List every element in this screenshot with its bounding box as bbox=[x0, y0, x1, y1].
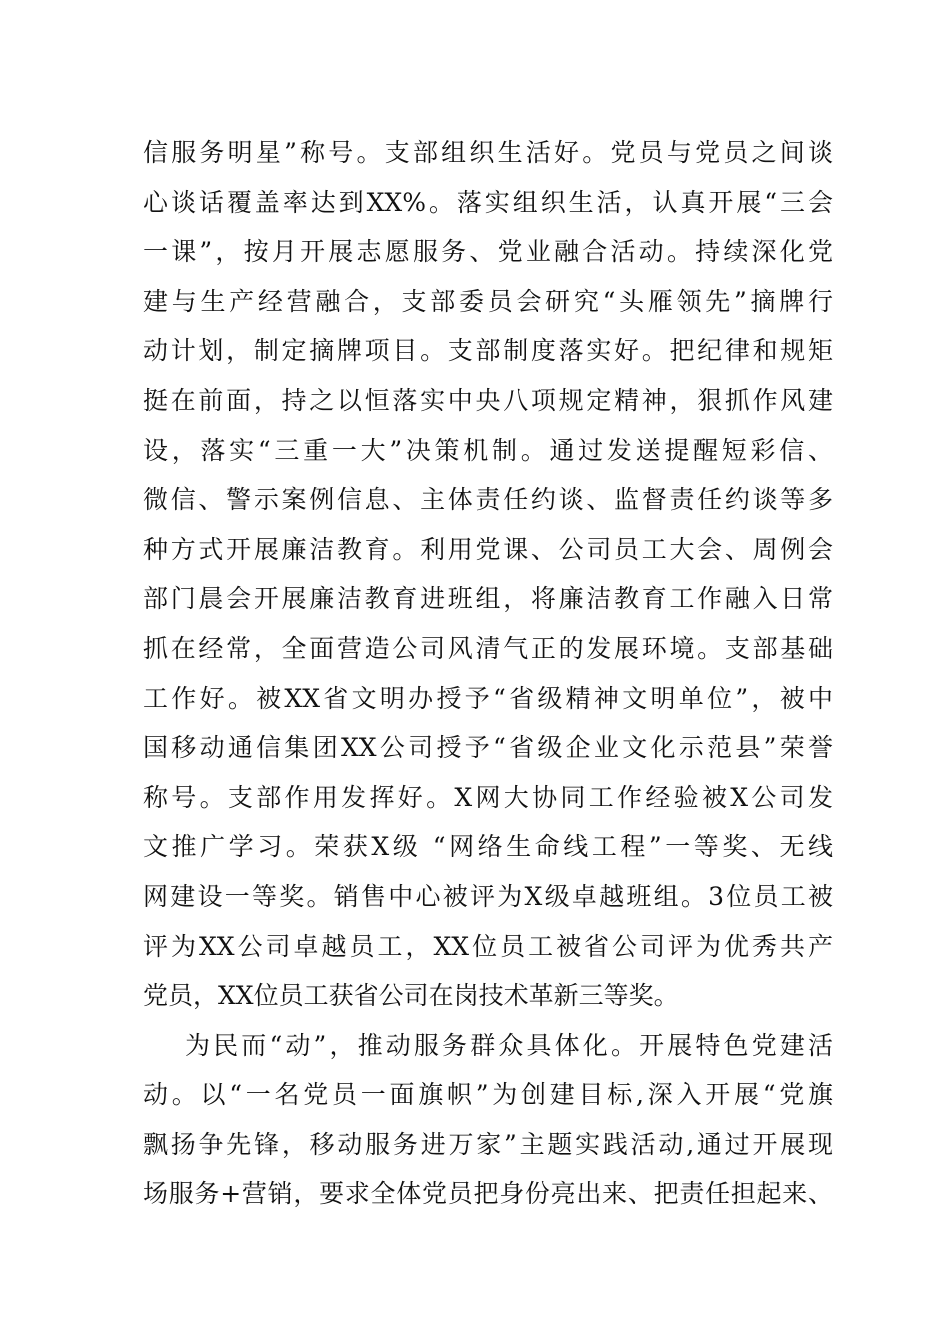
paragraph-1-line: 一课”，按月开展志愿服务、党业融合活动。持续深化党 bbox=[143, 237, 833, 267]
paragraph-1-line: 信服务明星”称号。支部组织生活好。党员与党员之间谈 bbox=[143, 138, 833, 167]
paragraph-1-line: 动计划，制定摘牌项目。支部制度落实好。把纪律和规矩 bbox=[143, 336, 833, 366]
paragraph-1-line: 建与生产经营融合，支部委员会研究“头雁领先”摘牌行 bbox=[143, 286, 833, 316]
paragraph-1-line: 种方式开展廉洁教育。利用党课、公司员工大会、周例会 bbox=[143, 534, 833, 564]
paragraph-1-line: 网建设一等奖。销售中心被评为X级卓越班组。3位员工被 bbox=[143, 881, 833, 911]
paragraph-2-line: 动。以“一名党员一面旗帜”为创建目标,深入开展“党旗 bbox=[143, 1080, 833, 1110]
paragraph-1-line: 部门晨会开展廉洁教育进班组，将廉洁教育工作融入日常 bbox=[143, 584, 833, 614]
paragraph-1-line: 设，落实“三重一大”决策机制。通过发送提醒短彩信、 bbox=[143, 435, 833, 465]
paragraph-1-line: 抓在经常，全面营造公司风清气正的发展环境。支部基础 bbox=[143, 633, 833, 663]
paragraph-1-line: 微信、警示案例信息、主体责任约谈、监督责任约谈等多 bbox=[143, 485, 833, 515]
paragraph-1-line: 挺在前面，持之以恒落实中央八项规定精神，狠抓作风建 bbox=[143, 385, 833, 415]
paragraph-2 bbox=[143, 1021, 833, 1219]
paragraph-1 bbox=[143, 128, 833, 1021]
paragraph-2-line: 场服务+营销，要求全体党员把身份亮出来、把责任担起来、 bbox=[143, 1179, 833, 1209]
paragraph-1-line: 国移动通信集团XX公司授予“省级企业文化示范县”荣誉 bbox=[143, 733, 833, 763]
paragraph-2-line: 飘扬争先锋，移动服务进万家”主题实践活动,通过开展现 bbox=[143, 1129, 833, 1159]
document-body bbox=[143, 128, 833, 1219]
paragraph-1-line: 文推广学习。荣获X级 “网络生命线工程”一等奖、无线 bbox=[143, 832, 833, 862]
paragraph-2-first-line: 为民而“动”，推动服务群众具体化。开展特色党建活 bbox=[185, 1030, 833, 1060]
paragraph-1-line: 心谈话覆盖率达到XX%。落实组织生活，认真开展“三会 bbox=[143, 187, 833, 217]
paragraph-1-line: 称号。支部作用发挥好。X网大协同工作经验被X公司发 bbox=[143, 782, 833, 812]
paragraph-1-line: 评为XX公司卓越员工，XX位员工被省公司评为优秀共产 bbox=[143, 931, 833, 961]
paragraph-1-last-line: 党员，XX位员工获省公司在岗技术革新三等奖。 bbox=[143, 981, 679, 1011]
paragraph-1-line: 工作好。被XX省文明办授予“省级精神文明单位”，被中 bbox=[143, 683, 833, 713]
